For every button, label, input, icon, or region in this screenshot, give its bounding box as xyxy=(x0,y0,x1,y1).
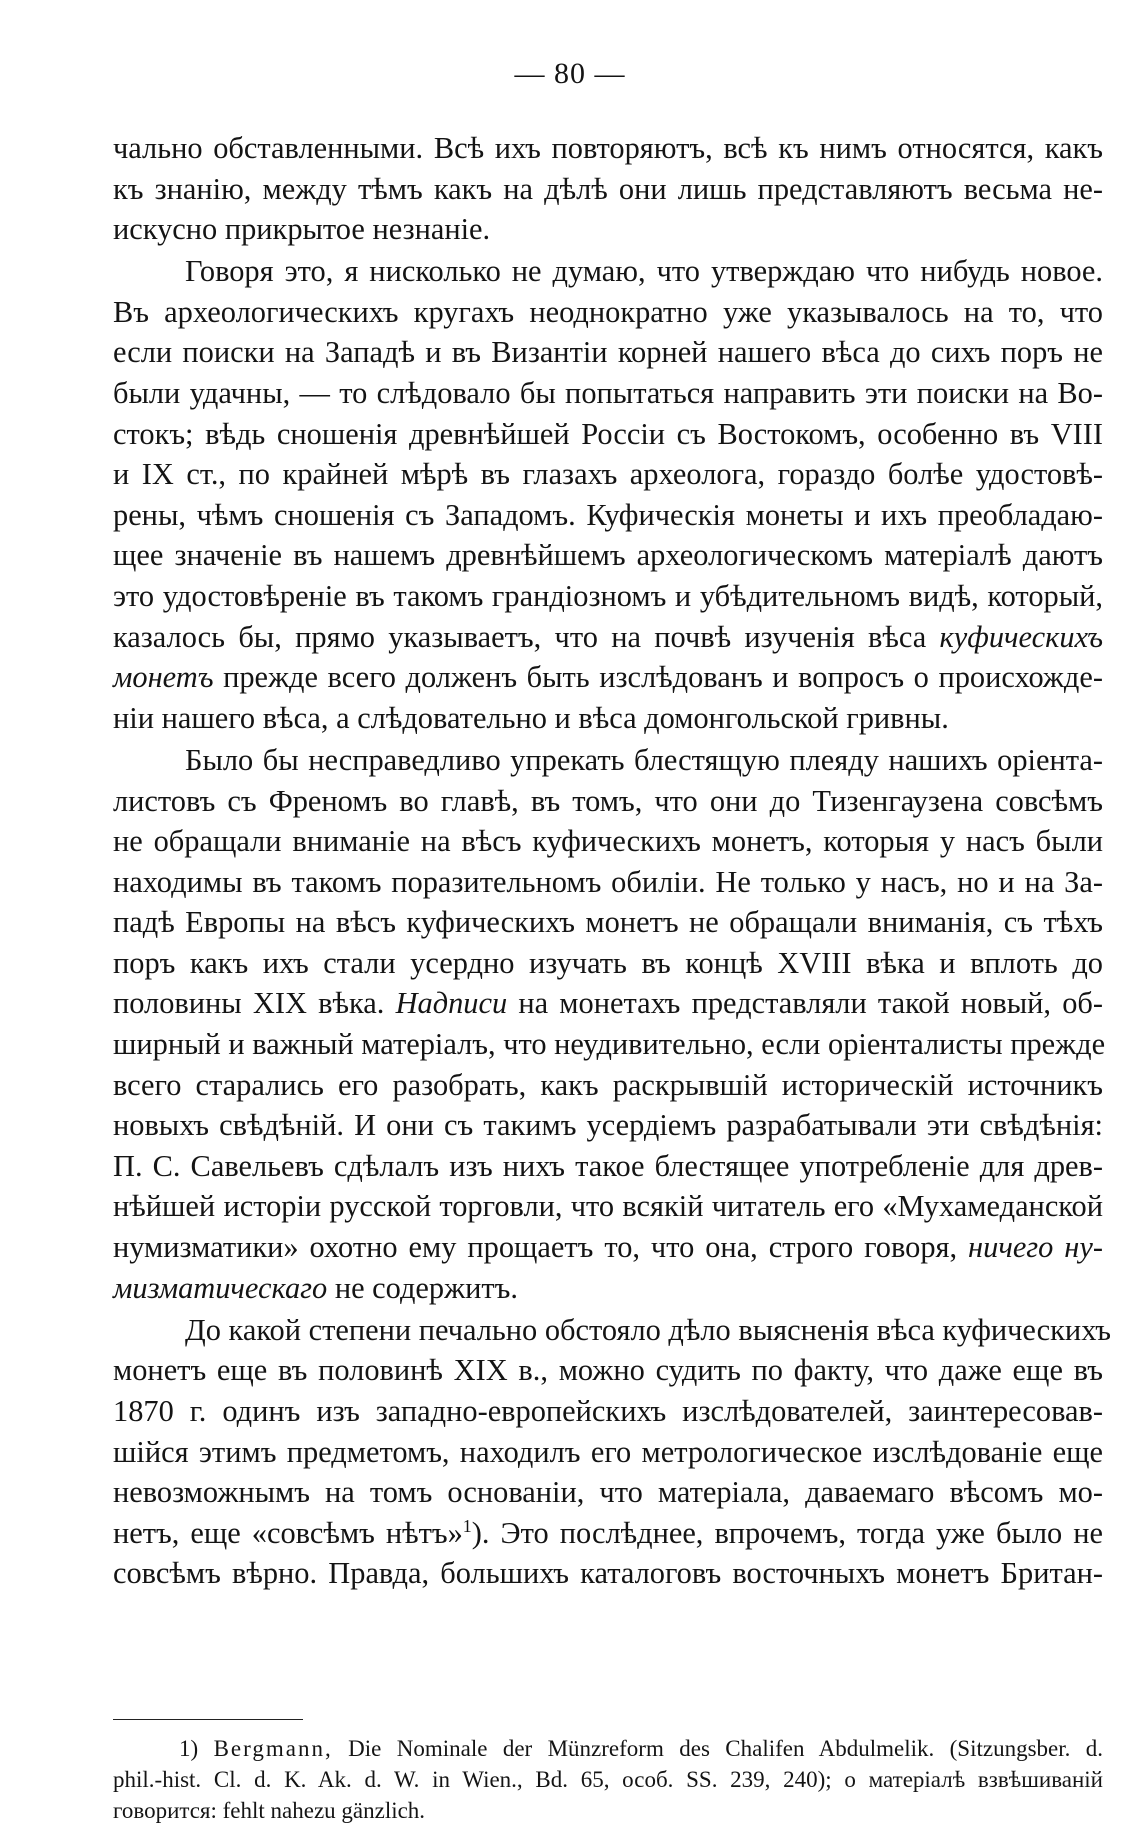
text-line xyxy=(113,1513,1103,1554)
text-line: ширный и важный матеріалъ, что неудивительно, если оріенталисты прежде xyxy=(113,1027,1106,1062)
text-line: къ знанію, между тѣмъ какъ на дѣлѣ они лишь представляютъ весьма не- xyxy=(113,171,1103,206)
footnote-author: Bergmann, xyxy=(213,1736,333,1761)
text-line: находимы въ такомъ поразительномъ обиліи. Не только у насъ, но и на За- xyxy=(113,864,1103,899)
text-line: стокъ; вѣдь сношенія древнѣйшей Россіи съ Востокомъ, особенно въ VIII xyxy=(113,416,1103,451)
text-line: падѣ Европы на вѣсъ куфическихъ монетъ не обращали вниманія, съ тѣхъ xyxy=(113,905,1103,940)
text-segment: Die Nominale der Münzreform des Chalifen Abdulmelik. (Sitzungsber. d. xyxy=(348,1736,1104,1761)
footnote-divider xyxy=(113,1719,303,1720)
text-segment: ). Это послѣднее, впрочемъ, тогда уже было не xyxy=(471,1515,1103,1550)
text-line: если поиски на Западѣ и въ Византіи корней нашего вѣса до сихъ поръ не xyxy=(113,335,1103,370)
text-segment: прежде всего долженъ быть изслѣдованъ и вопросъ о происхожде- xyxy=(223,660,1103,695)
footnote-line: phil.-hist. Cl. d. K. Ak. d. W. in Wien., Bd. 65, особ. SS. 239, 240); о матеріалѣ взвѣшиваній xyxy=(113,1767,1103,1792)
text-line: Въ археологическихъ кругахъ неоднократно уже указывалось на то, что xyxy=(113,294,1103,329)
footnote-reference: 1 xyxy=(462,1515,472,1536)
text-line: не обращали вниманіе на вѣсъ куфическихъ монетъ, которыя у насъ были xyxy=(113,824,1103,859)
text-line: шійся этимъ предметомъ, находилъ его метрологическое изслѣдованіе еще xyxy=(113,1434,1103,1469)
text-segment: не содержитъ. xyxy=(334,1270,518,1305)
text-line: Было бы несправедливо упрекать блестящую плеяду нашихъ оріента- xyxy=(185,742,1103,777)
text-line: невозможнымъ на томъ основаніи, что матеріала, даваемаго вѣсомъ мо- xyxy=(113,1475,1103,1510)
text-line xyxy=(113,617,1103,658)
paragraph-4 xyxy=(113,1310,1111,1594)
text-segment: нумизматики» охотно ему прощаетъ то, что она, строго говоря, xyxy=(113,1230,958,1265)
italic-term: мизматическаго xyxy=(113,1270,328,1305)
page-number: — 80 — xyxy=(514,57,626,90)
paragraph-2 xyxy=(113,251,1103,738)
footnote-marker: 1) xyxy=(179,1736,199,1761)
footnote-line: говорится: fehlt nahezu gänzlich. xyxy=(113,1798,426,1823)
text-line: новыхъ свѣдѣній. И они съ такимъ усердіемъ разрабатывали эти свѣдѣнія: xyxy=(113,1108,1103,1143)
paragraph-1 xyxy=(113,128,1103,250)
text-line: это удостовѣреніе въ такомъ грандіозномъ и убѣдительномъ видѣ, который, xyxy=(113,579,1103,614)
text-segment: на монетахъ представляли такой новый, об- xyxy=(518,986,1103,1021)
text-line: совсѣмъ вѣрно. Правда, большихъ каталоговъ восточныхъ монетъ Британ- xyxy=(113,1556,1103,1591)
italic-term: Надписи xyxy=(395,986,508,1021)
italic-term: куфическихъ xyxy=(939,619,1104,654)
paragraph-3 xyxy=(113,740,1106,1308)
footnote-line xyxy=(113,1733,1103,1764)
text-segment: нетъ, еще «совсѣмъ нѣтъ» xyxy=(113,1515,463,1550)
italic-term: ничего ну- xyxy=(968,1230,1103,1265)
text-line: рены, чѣмъ сношенія съ Западомъ. Куфическія монеты и ихъ преобладаю- xyxy=(113,497,1103,532)
text-line: 1870 г. одинъ изъ западно-европейскихъ изслѣдователей, заинтересовав- xyxy=(113,1393,1103,1428)
footnote xyxy=(113,1733,1103,1826)
text-line: нѣйшей исторіи русской торговли, что всякій читатель его «Мухамеданской xyxy=(113,1189,1103,1224)
text-line: чально обставленными. Всѣ ихъ повторяютъ, всѣ къ нимъ относятся, какъ xyxy=(113,131,1103,165)
text-line: монетъ еще въ половинѣ XIX в., можно судить по факту, что даже еще въ xyxy=(113,1353,1103,1388)
text-line: листовъ съ Френомъ во главѣ, въ томъ, что они до Тизенгаузена совсѣмъ xyxy=(113,783,1103,818)
body-text xyxy=(113,128,1111,1594)
text-line: были удачны, — то слѣдовало бы попытаться направить эти поиски на Во- xyxy=(113,376,1103,411)
text-segment: казалось бы, прямо указываетъ, что на почвѣ изученія вѣса xyxy=(113,619,927,654)
text-line: Говоря это, я нисколько не думаю, что утверждаю что нибудь новое. xyxy=(185,254,1103,289)
text-line xyxy=(113,983,1103,1024)
italic-term: монетъ xyxy=(113,660,214,695)
text-line: и IX ст., по крайней мѣрѣ въ глазахъ археолога, гораздо болѣе удостовѣ- xyxy=(113,457,1103,492)
text-line: До какой степени печально обстояло дѣло выясненія вѣса куфическихъ xyxy=(185,1312,1111,1347)
text-line: ніи нашего вѣса, а слѣдовательно и вѣса домонгольской гривны. xyxy=(113,700,949,735)
text-line: щее значеніе въ нашемъ древнѣйшемъ археологическомъ матеріалѣ даютъ xyxy=(113,538,1103,573)
text-line: поръ какъ ихъ стали усердно изучать въ концѣ XVIII вѣка и вплоть до xyxy=(113,945,1103,980)
text-line: П. С. Савельевъ сдѣлалъ изъ нихъ такое блестящее употребленіе для древ- xyxy=(113,1148,1103,1183)
text-line xyxy=(113,657,1103,698)
text-segment: половины XIX вѣка. xyxy=(113,986,385,1021)
text-line: искусно прикрытое незнаніе. xyxy=(113,212,491,247)
text-line xyxy=(113,1227,1103,1268)
text-line: всего старались его разобрать, какъ раскрывшій историческій источникъ xyxy=(113,1067,1103,1102)
text-line xyxy=(113,1268,1103,1309)
